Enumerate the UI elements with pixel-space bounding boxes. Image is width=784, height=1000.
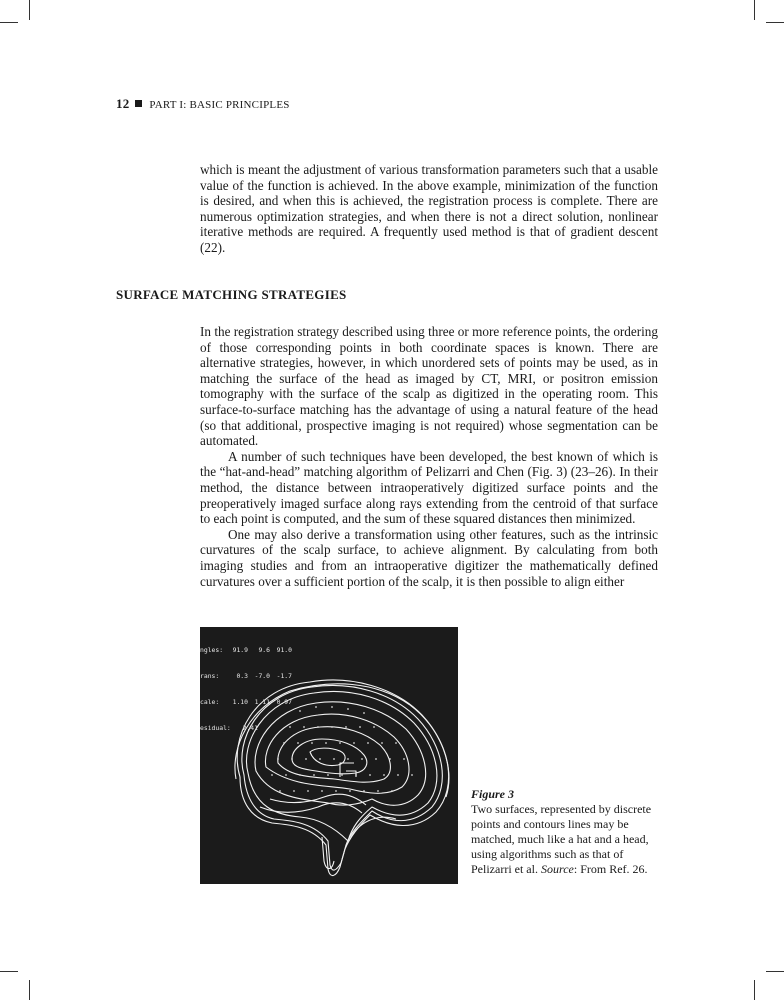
crop-mark-top-left-h [0,22,18,23]
figure-caption-source-label: Source [540,862,574,876]
figure-caption [471,787,663,877]
readout-row-scale: cale: 1.10 1.11 0.97 [200,697,292,706]
crop-mark-top-right-h [766,22,784,23]
registration-readout [200,629,292,749]
digitized-points [271,706,413,792]
page-number: 12 [116,96,130,111]
crop-mark-bottom-left-h [0,971,18,972]
section-label: PART I: BASIC PRINCIPLES [149,99,290,111]
crop-mark-bottom-left-v [29,980,30,1000]
section-heading: SURFACE MATCHING STRATEGIES [116,287,347,302]
crop-mark-bottom-right-v [754,980,755,1000]
figure-3-image [200,627,458,884]
crop-mark-top-right-v [754,0,755,20]
crop-mark-top-left-v [29,0,30,20]
square-bullet-icon [135,100,142,107]
body-paragraph-1: In the registration strategy described using three or more reference points, the ordering of those corresponding points in both coordinate spaces is known. There are alternative strategies, however, in which unordered sets of points may be used, as in matching the surface of the head as imaged by CT, MRI, or positron emission tomography with the surface of the scalp as digitized in the operating room. This surface-to-surface matching has the advantage of using a natural feature of the head (so that additional, prospective imaging is not required) whose segmentation can be automated. [200,324,658,449]
figure-caption-text: Two surfaces, represented by discrete points and contours lines may be matched, much like a hat and a head, using algorithms such as that of Pelizarri et al. [471,802,652,876]
readout-row-residual: esidual: 2.41 [200,723,258,732]
intro-text [200,162,658,256]
figure-caption-source-ref: : From Ref. 26. [573,862,648,876]
body-paragraph-2: A number of such techniques have been developed, the best known of which is the “hat-and-head” matching algorithm of Pelizarri and Chen (Fig. 3) (23–26). In their method, the distance between intraoperatively digitized surface points and the preoperatively imaged surface along rays extending from the centroid of that surface to each point is computed, and the sum of these squared distances then minimized. [200,448,658,527]
body-paragraph-3: One may also derive a transformation using other features, such as the intrinsic curvatures of the scalp surface, to achieve alignment. By calculating from both imaging studies and from an intraoperative digitizer the mathematically defined curvatures over a sufficient portion of the scalp, it is then possible to align either [200,526,658,589]
readout-row-angles: ngles: 91.9 9.6 91.0 [200,646,292,655]
intro-paragraph: which is meant the adjustment of various transformation parameters such that a usable value of the function is achieved. In the above example, minimization of the function is desired, and when this is achieved, the registration process is complete. There are numerous optimization strategies, and when there is not a direct solution, nonlinear iterative methods are required. A frequently used method is that of gradient descent (22). [200,162,658,255]
running-head [116,96,290,112]
crop-mark-bottom-right-h [766,971,784,972]
readout-row-trans: rans: 0.3 -7.0 -1.7 [200,671,292,680]
section-body [200,324,658,589]
figure-caption-title: Figure 3 [471,787,515,801]
